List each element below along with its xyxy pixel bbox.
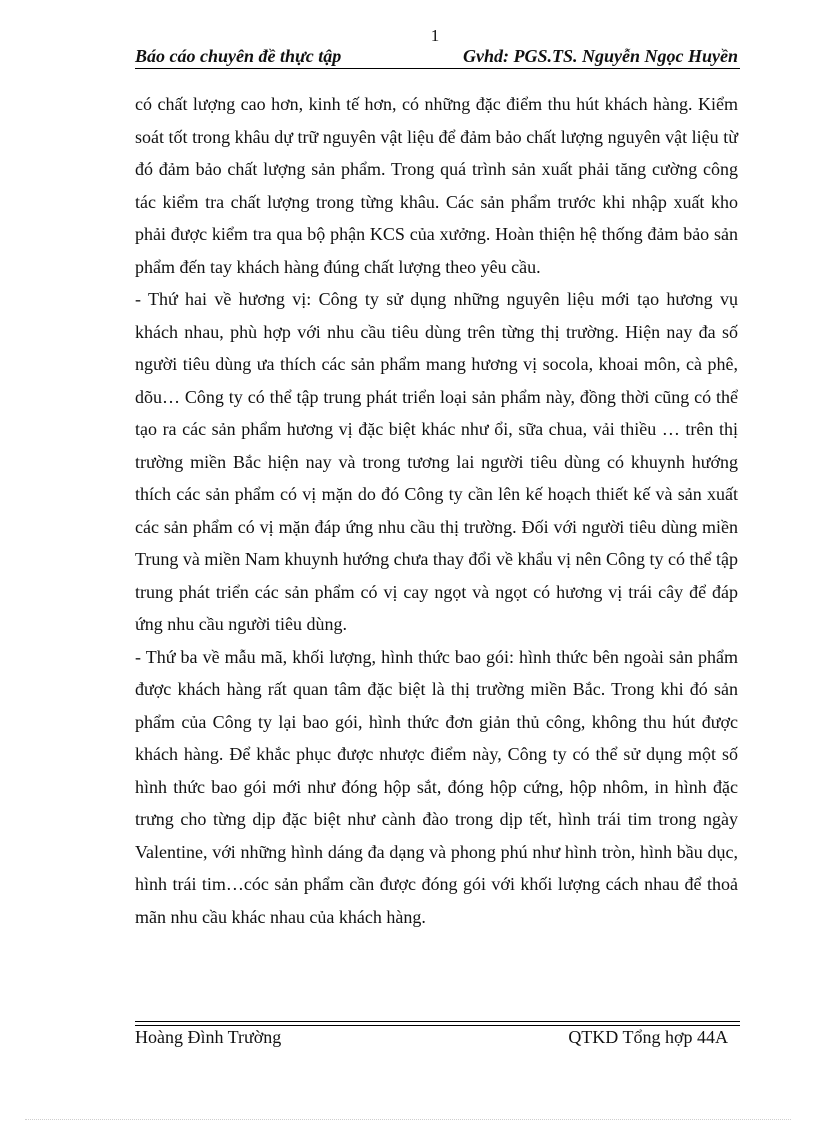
page-bottom-border [25, 1119, 791, 1120]
paragraph-flavor: - Thứ hai về hương vị: Công ty sử dụng những nguyên liệu mới tạo hương vụ khách nhau, phù hợp với nhu cầu tiêu dùng trên từng thị trường. Hiện nay đa số người tiêu dùng ưa thích các sản phẩm mang hương vị socola, khoai môn, cà phê, dõu… Công ty có thể tập trung phát triển loại sản phẩm này, đồng thời cũng có thể tạo ra các sản phẩm hương vị đặc biệt khác như ổi, sữa chua, vải thiều … trên thị trường miền Bắc hiện nay và trong tương lai người tiêu dùng có khuynh hướng thích các sản phẩm có vị mặn do đó Công ty cần lên kế hoạch thiết kế và sản xuất các sản phẩm có vị mặn đáp ứng nhu cầu thị trường. Đối với người tiêu dùng miền Trung và miền Nam khuynh hướng chưa thay đổi về khẩu vị nên Công ty có thể tập trung phát triển các sản phẩm có vị cay ngọt và ngọt có hương vị trái cây để đáp ứng nhu cầu người tiêu dùng. [135, 289, 738, 634]
paragraph-quality: có chất lượng cao hơn, kinh tế hơn, có những đặc điểm thu hút khách hàng. Kiểm soát tốt trong khâu dự trữ nguyên vật liệu để đảm bảo chất lượng nguyên vật liệu từ đó đảm bảo chất lượng sản phẩm. Trong quá trình sản xuất phải tăng cường công tác kiểm tra chất lượng trong từng khâu. Các sản phẩm trước khi nhập xuất kho phải được kiểm tra qua bộ phận KCS của xưởng. Hoàn thiện hệ thống đảm bảo sản phẩm đến tay khách hàng đúng chất lượng theo yêu cầu. [135, 94, 738, 277]
footer-divider [135, 1021, 740, 1022]
header-supervisor: Gvhd: PGS.TS. Nguyễn Ngọc Huyền [463, 46, 738, 66]
footer-divider-thin [135, 1025, 740, 1026]
page-number: 1 [430, 26, 440, 45]
footer-class: QTKD Tổng hợp 44A [568, 1027, 728, 1047]
header-divider [135, 68, 740, 69]
document-body [135, 88, 738, 933]
header-report-title: Báo cáo chuyên đề thực tập [135, 46, 342, 66]
paragraph-packaging: - Thứ ba về mẫu mã, khối lượng, hình thức bao gói: hình thức bên ngoài sản phẩm được khách hàng rất quan tâm đặc biệt là thị trường miền Bắc. Trong khi đó sản phẩm của Công ty lại bao gói, hình thức đơn giản thủ công, không thu hút được khách hàng. Để khắc phục được nhược điểm này, Công ty có thể sử dụng một số hình thức bao gói mới như đóng hộp sắt, đóng hộp cứng, hộp nhôm, in hình đặc trưng cho từng dịp đặc biệt như cành đào trong dịp tết, hình trái tim trong ngày Valentine, với những hình dáng đa dạng và phong phú như hình tròn, hình bầu dục, hình trái tim…cóc sản phẩm cần được đóng gói với khối lượng cách nhau để thoả mãn nhu cầu khác nhau của khách hàng. [135, 646, 738, 927]
page-header [135, 46, 740, 68]
footer-author: Hoàng Đình Trường [135, 1027, 282, 1047]
